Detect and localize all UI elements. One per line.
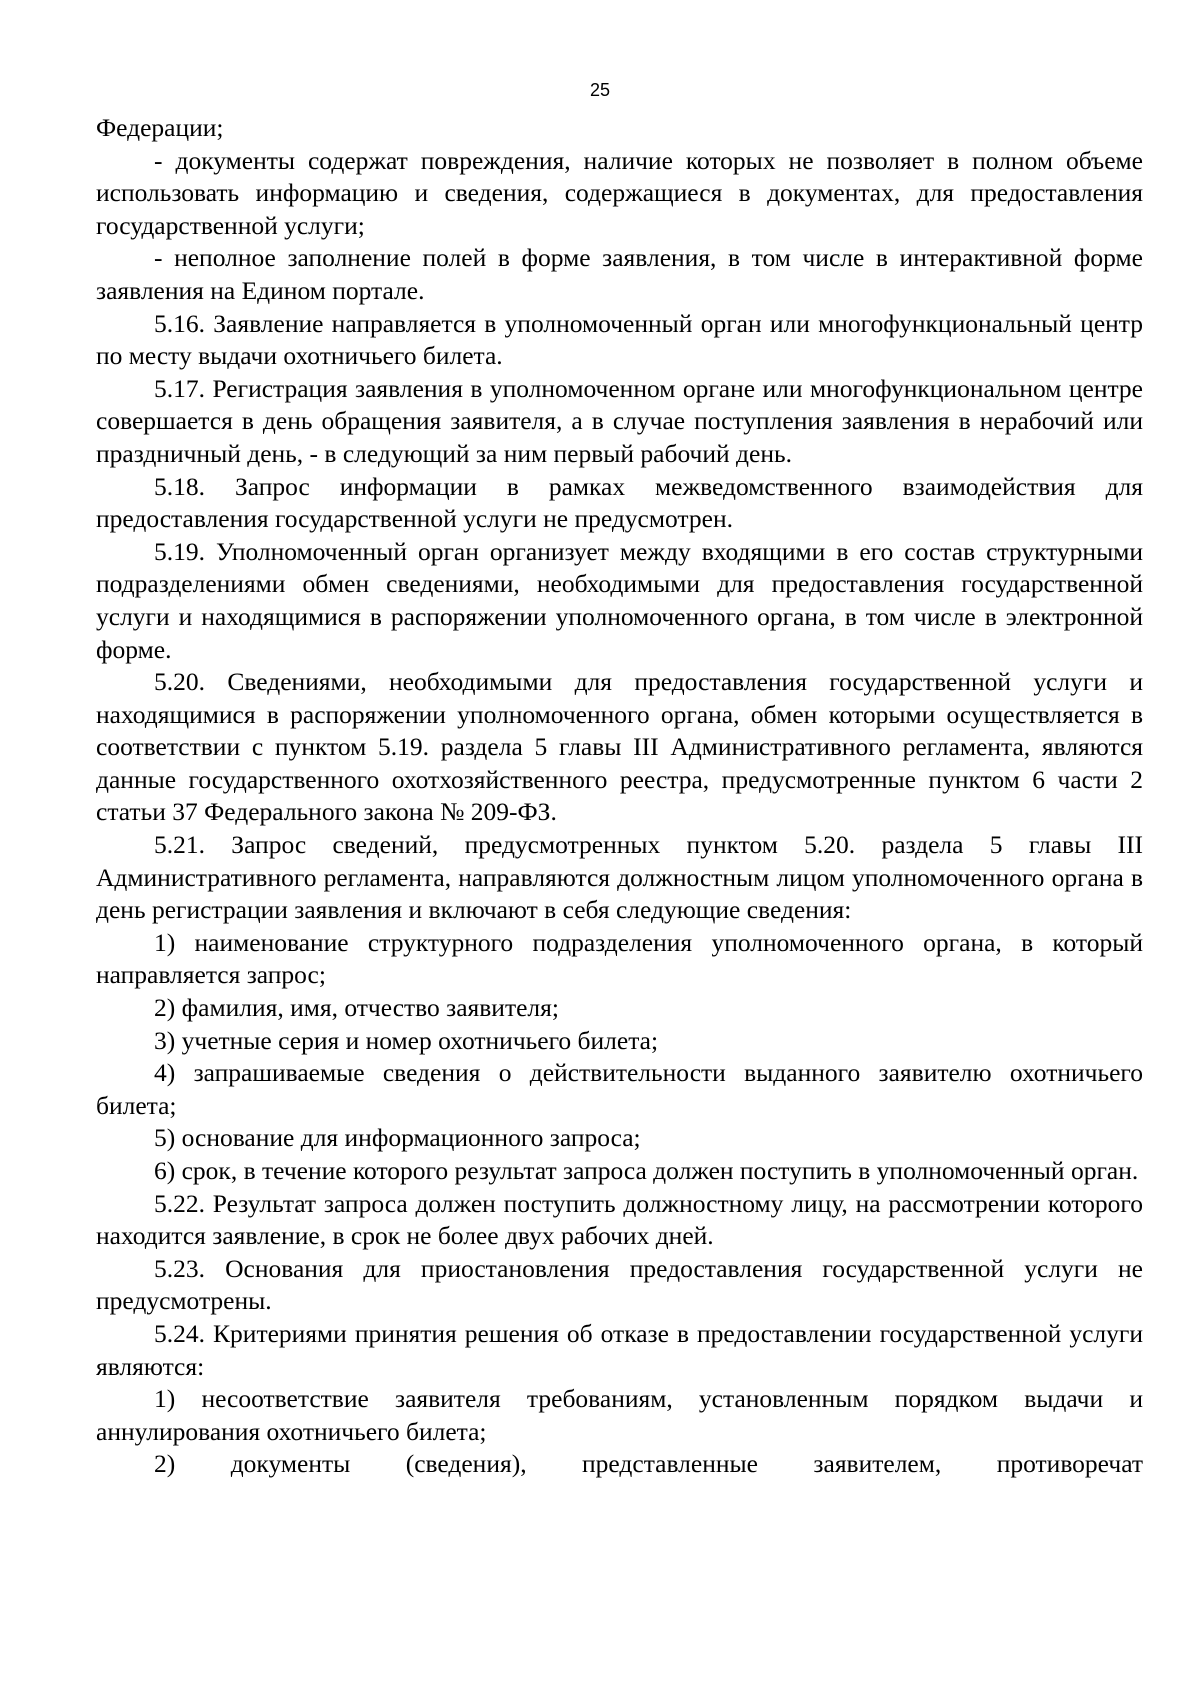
list-item-4: 4) запрашиваемые сведения о действительности выданного заявителю охотничьего билета; — [96, 1058, 1143, 1120]
paragraph-incomplete-form: - неполное заполнение полей в форме заявления, в том числе в интерактивной форме заявления на Едином портале. — [96, 243, 1143, 305]
document-body — [96, 112, 1143, 1481]
list-item-3: 3) учетные серия и номер охотничьего билета; — [154, 1025, 659, 1055]
paragraph-5-24: 5.24. Критериями принятия решения об отказе в предоставлении государственной услуги являются: — [96, 1318, 1143, 1381]
list-item-2: 2) фамилия, имя, отчество заявителя; — [154, 993, 559, 1023]
paragraph-5-20: 5.20. Сведениями, необходимыми для предоставления государственной услуги и находящимися в распоряжении уполномоченного органа, обмен которыми осуществляется в соответствии с пунктом 5.19. раздела 5 главы III Административного регламента, являются данные государственного охотхозяйственного реестра, предусмотренные пунктом 6 части 2 статьи 37 Федерального закона № 209-ФЗ. — [96, 667, 1143, 827]
page-number: 25 — [589, 80, 611, 100]
list-item-6: 6) срок, в течение которого результат запроса должен поступить в уполномоченный орган. — [154, 1156, 1139, 1185]
paragraph-5-16: 5.16. Заявление направляется в уполномоченный орган или многофункциональный центр по месту выдачи охотничьего билета. — [96, 308, 1143, 371]
paragraph-5-23: 5.23. Основания для приостановления предоставления государственной услуги не предусмотрены. — [96, 1253, 1143, 1316]
paragraph-5-18: 5.18. Запрос информации в рамках межведомственного взаимодействия для предоставления государственной услуги не предусмотрен. — [96, 471, 1143, 534]
paragraph-damaged-documents: - документы содержат повреждения, наличие которых не позволяет в полном объеме использовать информацию и сведения, содержащиеся в документах, для предоставления государственной услуги; — [96, 145, 1143, 240]
criteria-item-2: 2) документы (сведения), представленные заявителем, противоречат — [154, 1449, 1143, 1479]
paragraph-5-21: 5.21. Запрос сведений, предусмотренных пунктом 5.20. раздела 5 главы III Административного регламента, направляются должностным лицом уполномоченного органа в день регистрации заявления и включают в себя следующие сведения: — [96, 830, 1143, 925]
list-item-1: 1) наименование структурного подразделения уполномоченного органа, в который направляется запрос; — [96, 927, 1143, 990]
list-item-5: 5) основание для информационного запроса; — [154, 1123, 641, 1153]
paragraph-5-22: 5.22. Результат запроса должен поступить должностному лицу, на рассмотрении которого находится заявление, в срок не более двух рабочих дней. — [96, 1188, 1143, 1251]
paragraph-federation: Федерации; — [96, 113, 224, 142]
paragraph-5-17: 5.17. Регистрация заявления в уполномоченном органе или многофункциональном центре совершается в день обращения заявителя, а в случае поступления заявления в нерабочий или праздничный день, - в следующий за ним первый рабочий день. — [96, 373, 1143, 468]
criteria-item-1: 1) несоответствие заявителя требованиям, установленным порядком выдачи и аннулирования охотничьего билета; — [96, 1384, 1143, 1446]
paragraph-5-19: 5.19. Уполномоченный орган организует между входящими в его состав структурными подразделениями обмен сведениями, необходимыми для предоставления государственной услуги и находящимися в распоряжении уполномоченного органа, в том числе в электронной форме. — [96, 536, 1143, 664]
